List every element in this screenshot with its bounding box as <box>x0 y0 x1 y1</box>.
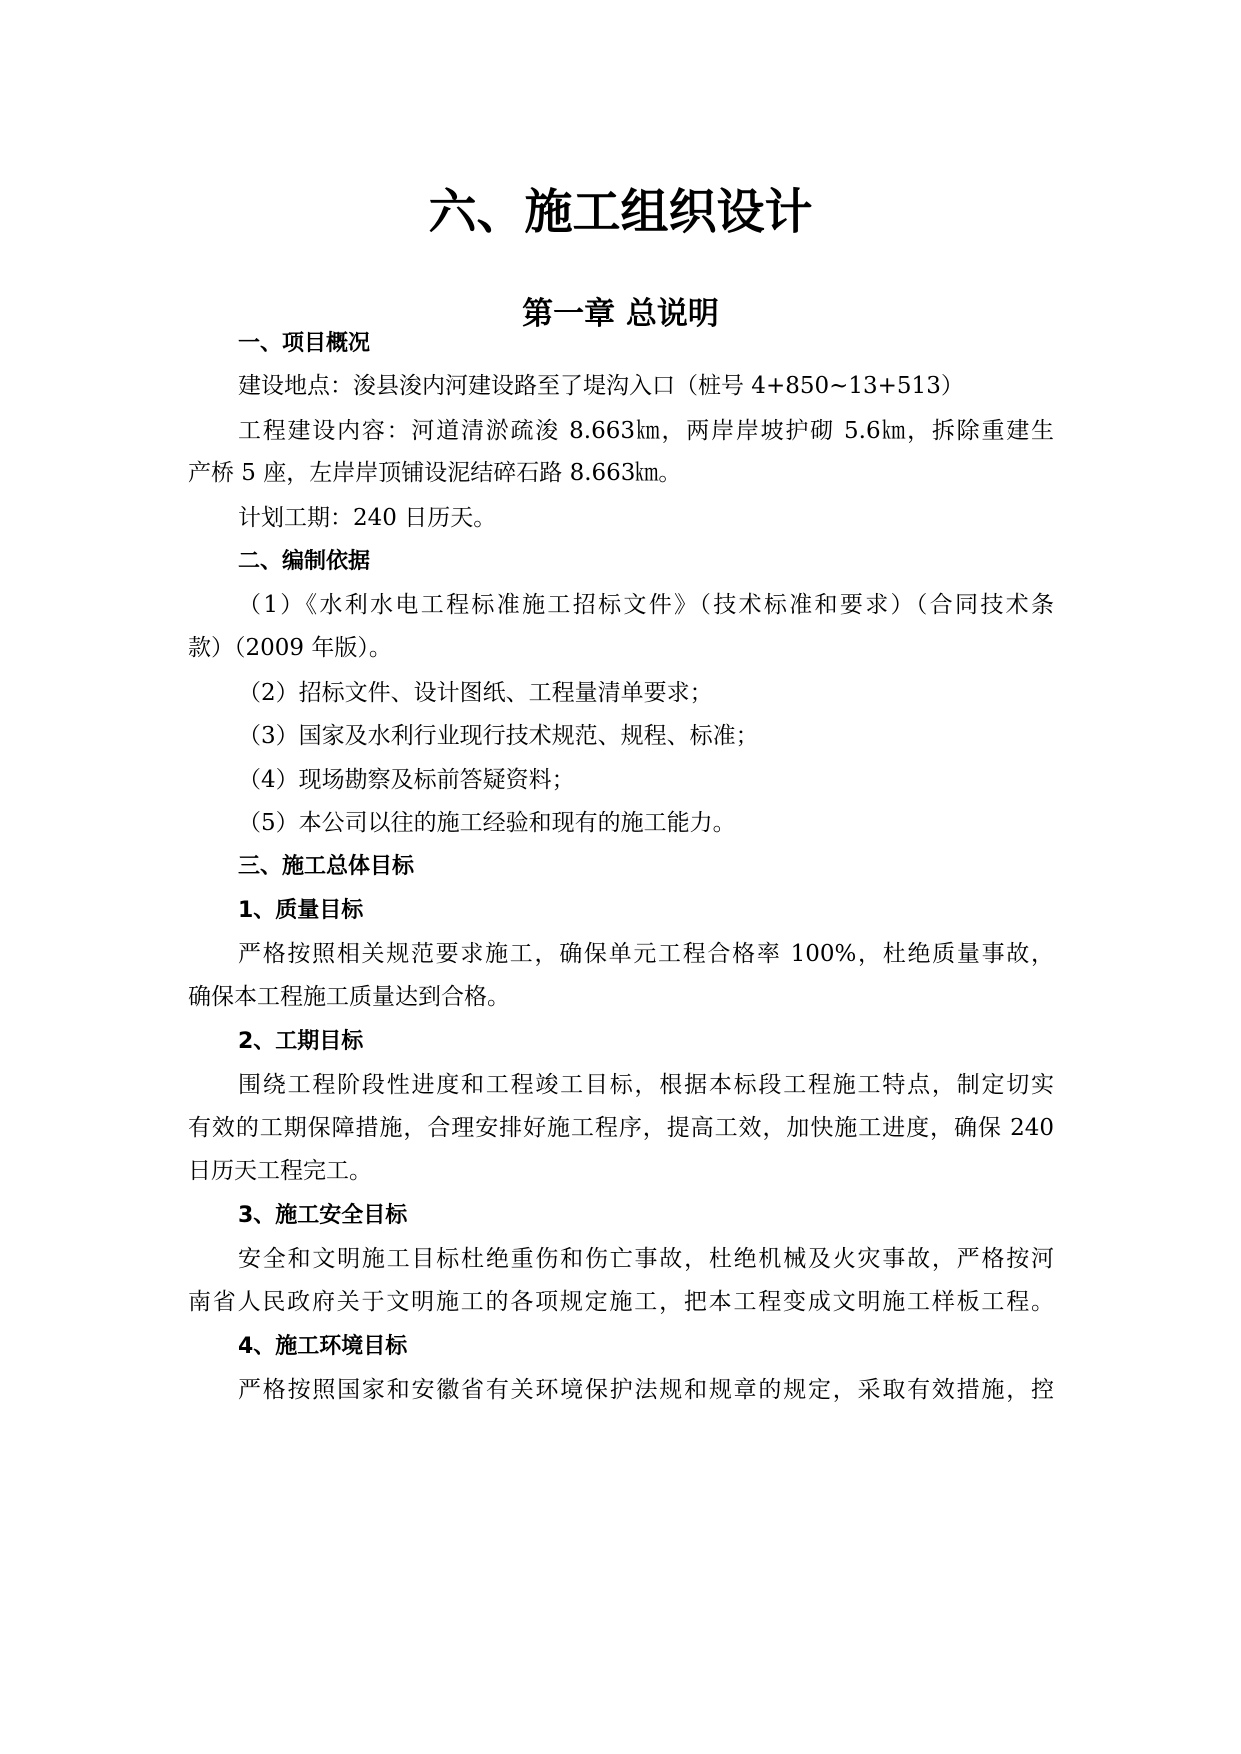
subheading-schedule: 2、工期目标 <box>238 1029 364 1054</box>
subheading-environment: 4、施工环境目标 <box>238 1334 408 1359</box>
paragraph-schedule-line2: 有效的工期保障措施，合理安排好施工程序，提高工效，加快施工进度，确保 240 <box>188 1115 1054 1141</box>
paragraph-content-line1: 工程建设内容：河道清淤疏浚 8.663㎞，两岸岸坡护砌 5.6㎞，拆除重建生 <box>238 418 1054 444</box>
paragraph-location: 建设地点：浚县浚内河建设路至了堤沟入口（桩号 4+850~13+513） <box>238 373 964 399</box>
paragraph-schedule-line1: 围绕工程阶段性进度和工程竣工目标，根据本标段工程施工特点，制定切实 <box>238 1072 1054 1098</box>
document-title: 六、施工组织设计 <box>428 184 813 240</box>
paragraph-content-line2: 产桥 5 座，左岸岸顶铺设泥结碎石路 8.663㎞。 <box>188 460 682 486</box>
paragraph-safety-line2: 南省人民政府关于文明施工的各项规定施工，把本工程变成文明施工样板工程。 <box>188 1289 1054 1315</box>
paragraph-environment-line1: 严格按照国家和安徽省有关环境保护法规和规章的规定，采取有效措施，控 <box>238 1377 1054 1403</box>
subheading-safety: 3、施工安全目标 <box>238 1203 408 1228</box>
paragraph-quality-line1: 严格按照相关规范要求施工，确保单元工程合格率 100%，杜绝质量事故， <box>238 941 1054 967</box>
section-heading-basis: 二、编制依据 <box>238 549 371 574</box>
basis-item-5: （5）本公司以往的施工经验和现有的施工能力。 <box>238 810 736 836</box>
section-heading-overview: 一、项目概况 <box>238 331 371 356</box>
paragraph-schedule-line3: 日历天工程完工。 <box>188 1158 372 1184</box>
basis-item-1-line1: （1）《水利水电工程标准施工招标文件》（技术标准和要求）（合同技术条 <box>238 592 1054 618</box>
section-heading-goals: 三、施工总体目标 <box>238 854 415 879</box>
paragraph-duration: 计划工期：240 日历天。 <box>238 505 497 531</box>
paragraph-safety-line1: 安全和文明施工目标杜绝重伤和伤亡事故，杜绝机械及火灾事故，严格按河 <box>238 1246 1054 1272</box>
basis-item-3: （3）国家及水利行业现行技术规范、规程、标准； <box>238 723 759 749</box>
basis-item-2: （2）招标文件、设计图纸、工程量清单要求； <box>238 680 713 706</box>
chapter-title: 第一章 总说明 <box>522 296 719 332</box>
paragraph-quality-line2: 确保本工程施工质量达到合格。 <box>188 984 510 1010</box>
basis-item-1-line2: 款）（2009 年版）。 <box>188 635 392 661</box>
subheading-quality: 1、质量目标 <box>238 898 364 923</box>
basis-item-4: （4）现场勘察及标前答疑资料； <box>238 767 575 793</box>
